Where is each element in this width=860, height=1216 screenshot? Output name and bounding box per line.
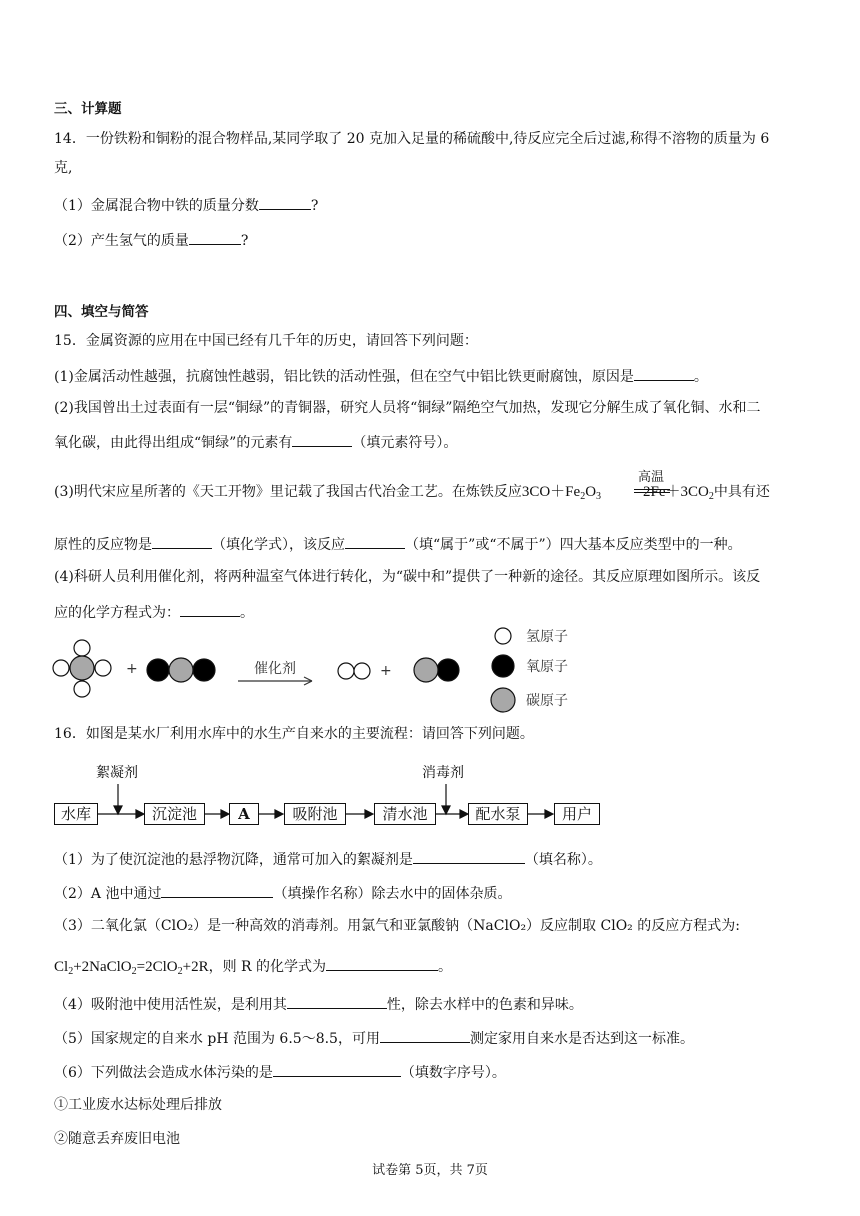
eq-rhs: 2Fe＋3CO (643, 484, 709, 500)
question-16-intro: 16．如图是某水厂利用水库中的水生产自来水的主要流程：请回答下列问题。 (54, 726, 534, 742)
q16-3-text: ，则 R 的化学式为 (208, 959, 327, 975)
carbon-monoxide-molecule (414, 658, 459, 682)
hydrogen-atom (95, 660, 111, 676)
eq-sub: 2 (68, 966, 74, 977)
legend-carbon-label: 碳原子 (526, 693, 568, 709)
q16-3-suffix: 。 (438, 959, 453, 975)
hydrogen-atom (53, 660, 69, 676)
question-16-part1 (54, 848, 602, 870)
q15-1-text: (1)金属活动性越强，抗腐蚀性越弱，铝比铁的活动性强，但在空气中铝比铁更耐腐蚀，原因是 (54, 369, 634, 385)
flow-box-distribution-pump: 配水泵 (468, 803, 528, 825)
hydrogen-atom (74, 640, 90, 656)
question-16-part3-line1: （3）二氧化氯（ClO₂）是一种高效的消毒剂。用氯气和亚氯酸钠（NaClO₂）反应制取 ClO₂ 的反应方程式为: (54, 918, 740, 934)
answer-blank[interactable] (380, 1027, 470, 1043)
q16-6-text: （6）下列做法会造成水体污染的是 (54, 1065, 273, 1081)
oxygen-atom (193, 659, 215, 681)
reaction-condition-high-temp: 高温 (638, 470, 665, 485)
legend-hydrogen-icon (495, 628, 511, 644)
question-14-line1: 14．一份铁粉和铜粉的混合物样品,某同学取了 20 克加入足量的稀硫酸中,待反应完全后过滤,称得不溶物的质量为 6 (54, 131, 770, 147)
page-footer: 试卷第 5页，共 7页 (372, 1163, 488, 1178)
atom-legend (491, 628, 515, 712)
eq-lhs-part2: O (585, 484, 597, 500)
q15-3-suffix: 中具有还 (713, 484, 770, 500)
question-14-line2: 克, (54, 160, 73, 176)
q15-2-text: 氧化碳，由此得出组成“铜绿”的元素有 (54, 435, 293, 451)
question-16-part5 (54, 1027, 694, 1049)
flow-box-user: 用户 (554, 803, 600, 825)
q16-2-suffix: （填操作名称）除去水中的固体杂质。 (273, 886, 512, 902)
eq-part: Cl (54, 959, 69, 975)
chlorine-dioxide-equation (54, 959, 209, 975)
section-title-fill-in: 四、填空与简答 (54, 304, 149, 320)
legend-carbon-icon (491, 688, 515, 712)
answer-blank[interactable] (413, 848, 525, 864)
carbon-atom (414, 658, 438, 682)
hydrogen-atom (74, 681, 90, 697)
q15-4-suffix: 。 (240, 605, 254, 621)
answer-blank[interactable] (287, 993, 387, 1009)
flow-box-adsorption-tank: 吸附池 (284, 803, 346, 825)
plus-sign: + (380, 663, 392, 679)
plus-sign: + (126, 661, 138, 677)
q14-p2-suffix: ? (240, 233, 249, 249)
methane-molecule (53, 640, 111, 697)
q16-2-text: （2）A 池中通过 (54, 886, 162, 902)
eq-lhs-part1: 3CO＋Fe (521, 484, 581, 500)
question-15-intro: 15．金属资源的应用在中国已经有几千年的历史，请回答下列问题： (54, 333, 478, 349)
q14-p1-suffix: ? (310, 198, 319, 214)
question-16-part4 (54, 993, 583, 1015)
q14-p1-text: （1）金属混合物中铁的质量分数 (54, 198, 259, 214)
q14-p2-text: （2）产生氢气的质量 (54, 233, 189, 249)
q16-5-text: （5）国家规定的自来水 pH 范围为 6.5～8.5，可用 (54, 1031, 380, 1047)
hydrogen-atom (338, 663, 354, 679)
eq-sub: 2 (131, 966, 137, 977)
carbon-dioxide-molecule (147, 658, 215, 682)
answer-blank[interactable] (161, 882, 273, 898)
question-16-part6 (54, 1061, 506, 1083)
q16-1-text: （1）为了使沉淀池的悬浮物沉降，通常可加入的絮凝剂是 (54, 852, 413, 868)
q15-3-text2b: （填化学式），该反应 (212, 537, 345, 553)
catalyst-label: 催化剂 (254, 661, 296, 677)
oxygen-atom (147, 659, 169, 681)
q16-1-suffix: （填名称）。 (524, 852, 602, 868)
q15-2-suffix: （填元素符号）。 (352, 435, 458, 451)
reaction-arrow (238, 677, 312, 685)
answer-blank[interactable] (326, 955, 438, 971)
oxygen-atom (437, 659, 459, 681)
eq-sub: 2 (708, 491, 714, 502)
legend-oxygen-label: 氧原子 (526, 659, 568, 675)
disinfectant-label: 消毒剂 (422, 765, 464, 781)
section-title-calculation: 三、计算题 (54, 101, 122, 117)
eq-sub: 2 (580, 491, 586, 502)
eq-sub: 2 (177, 966, 183, 977)
carbon-atom (169, 658, 193, 682)
legend-oxygen-icon (492, 655, 514, 677)
eq-part: +2R (182, 959, 209, 975)
q15-3-text2c: （填“属于”或“不属于”）四大基本反应类型中的一种。 (405, 537, 742, 553)
carbon-atom (70, 656, 94, 680)
flocculant-label: 絮凝剂 (96, 765, 138, 781)
eq-part: +2NaClO (73, 959, 132, 975)
q16-5-suffix: 测定家用自来水是否达到这一标准。 (469, 1031, 694, 1047)
q15-4-text: 应的化学方程式为： (54, 605, 180, 621)
question-15-part4-line1: (4)科研人员利用催化剂，将两种温室气体进行转化，为“碳中和”提供了一种新的途径。其反应原理如图所示。该反 (54, 569, 761, 585)
q16-4-suffix: 性，除去水样中的色素和异味。 (386, 997, 583, 1013)
question-16-option1: ①工业废水达标处理后排放 (54, 1097, 222, 1113)
legend-hydrogen-label: 氢原子 (526, 629, 568, 645)
q15-1-suffix: 。 (693, 369, 708, 385)
q16-4-text: （4）吸附池中使用活性炭，是利用其 (54, 997, 287, 1013)
flow-box-reservoir: 水库 (54, 803, 98, 825)
eq-sub: 3 (596, 491, 602, 502)
q15-3-text: (3)明代宋应星所著的《天工开物》里记载了我国古代冶金工艺。在炼铁反应 (54, 484, 522, 500)
question-16-part2 (54, 882, 511, 904)
hydrogen-molecule (338, 663, 370, 679)
q16-6-suffix: （填数字序号）。 (400, 1065, 506, 1081)
hydrogen-atom (354, 663, 370, 679)
question-16-part3-line2 (54, 955, 452, 982)
flow-box-a: A (229, 803, 259, 825)
q15-3-text2a: 原性的反应物是 (54, 537, 152, 553)
flow-box-clear-water-tank: 清水池 (374, 803, 436, 825)
question-15-part2-line1: (2)我国曾出土过表面有一层“铜绿”的青铜器，研究人员将“铜绿”隔绝空气加热，发现它分解生成了氧化铜、水和二 (54, 400, 761, 416)
question-16-option2: ②随意丢弃废旧电池 (54, 1131, 180, 1147)
flow-box-sedimentation-tank: 沉淀池 (144, 803, 205, 825)
answer-blank[interactable] (273, 1061, 401, 1077)
eq-part: =2ClO (136, 959, 178, 975)
